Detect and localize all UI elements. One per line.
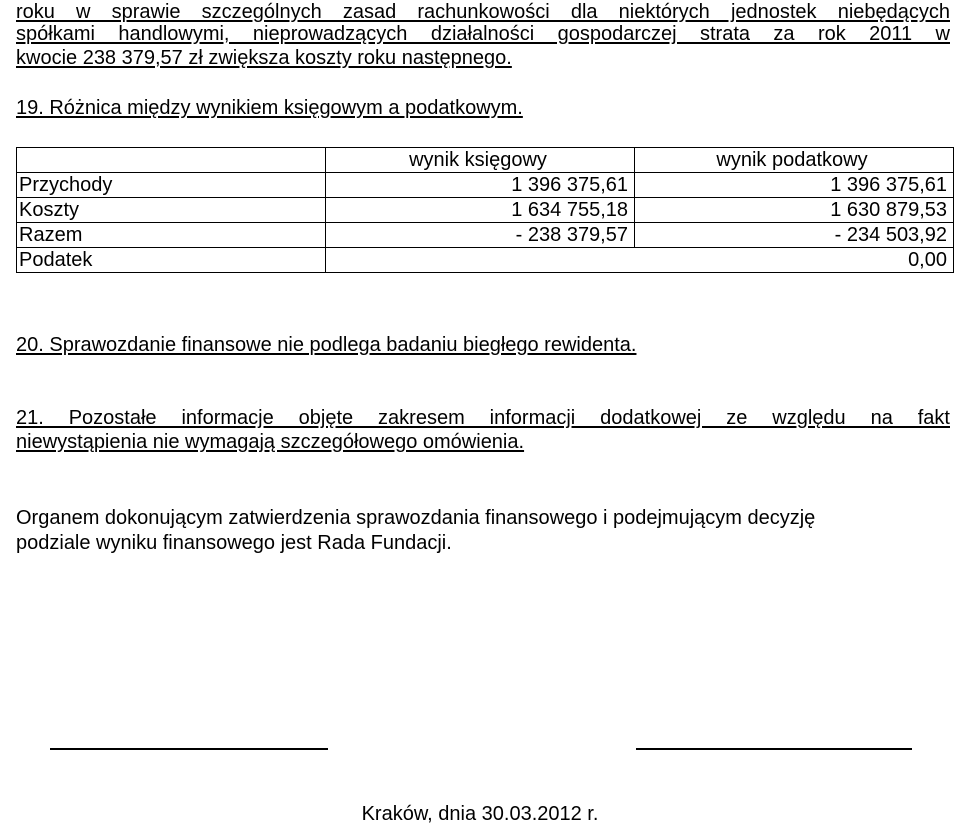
table-row — [17, 198, 954, 223]
closing-line-2: podziale wyniku finansowego jest Rada Fundacji. — [16, 532, 452, 554]
section-19-heading: 19. Różnica między wynikiem księgowym a podatkowym. — [16, 97, 523, 119]
result-comparison-table — [16, 147, 954, 273]
razem-podatkowy: - 234 503,92 — [635, 223, 954, 248]
intro-line-3: kwocie 238 379,57 zł zwiększa koszty roku następnego. — [16, 47, 512, 69]
section-21-line-2: niewystąpienia nie wymagają szczegółowego omówienia. — [16, 431, 525, 453]
signature-line-left — [50, 748, 328, 750]
table-header-row — [17, 148, 954, 173]
signature-line-right — [636, 748, 912, 750]
header-wynik-ksiegowy: wynik księgowy — [326, 148, 635, 173]
koszty-podatkowy: 1 630 879,53 — [635, 198, 954, 223]
koszty-ksiegowy: 1 634 755,18 — [326, 198, 635, 223]
intro-line-1: roku w sprawie szczególnych zasad rachunkowości dla niektórych jednostek niebędących — [16, 1, 950, 23]
header-wynik-podatkowy: wynik podatkowy — [635, 148, 954, 173]
table-row — [17, 223, 954, 248]
przychody-ksiegowy: 1 396 375,61 — [326, 173, 635, 198]
section-20-heading: 20. Sprawozdanie finansowe nie podlega badaniu biegłego rewidenta. — [16, 334, 637, 356]
intro-line-2: spółkami handlowymi, nieprowadzących działalności gospodarczej strata za rok 2011 w — [16, 23, 950, 45]
footer-date: Kraków, dnia 30.03.2012 r. — [361, 803, 599, 825]
section-21-line-1: 21. Pozostałe informacje objęte zakresem informacji dodatkowej ze względu na fakt — [16, 407, 950, 429]
podatek-value: 0,00 — [326, 248, 954, 273]
razem-ksiegowy: - 238 379,57 — [326, 223, 635, 248]
przychody-podatkowy: 1 396 375,61 — [635, 173, 954, 198]
row-label-razem: Razem — [17, 223, 326, 248]
row-label-podatek: Podatek — [17, 248, 326, 273]
row-label-przychody: Przychody — [17, 173, 326, 198]
table-row — [17, 173, 954, 198]
closing-line-1: Organem dokonującym zatwierdzenia sprawozdania finansowego i podejmującym decyzję — [16, 507, 816, 529]
row-label-koszty: Koszty — [17, 198, 326, 223]
header-label-cell — [17, 148, 326, 173]
table-row — [17, 248, 954, 273]
